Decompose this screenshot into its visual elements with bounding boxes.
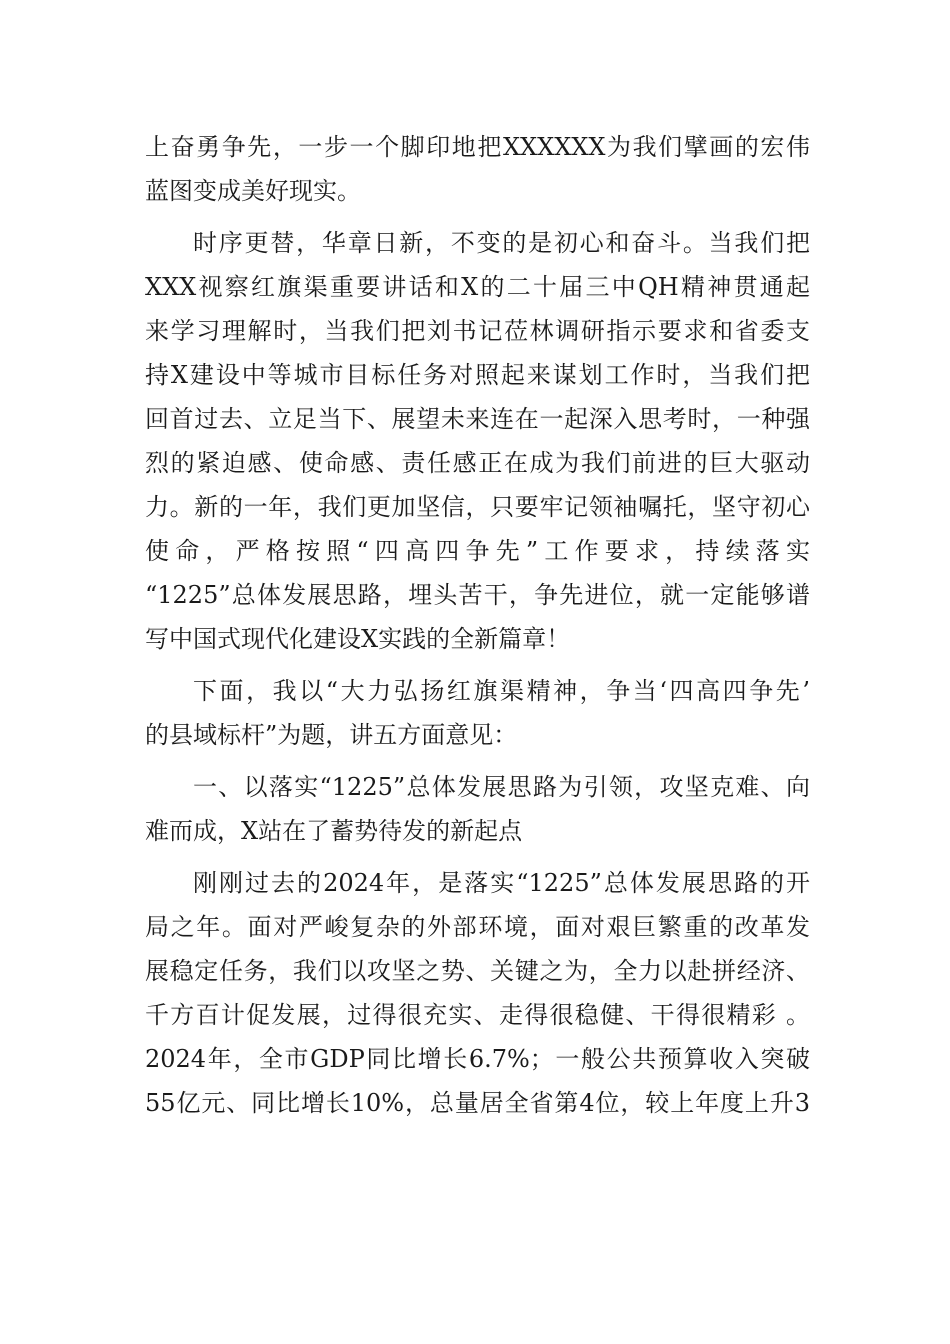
- text-line: 2024年，全市GDP同比增长6.7%；一般公共预算收入突破: [145, 1045, 810, 1073]
- text-line: 写中国式现代化建设X实践的全新篇章！: [145, 625, 571, 653]
- paragraph-2: [145, 221, 810, 661]
- text-line: 时序更替，华章日新，不变的是初心和奋斗。当我们把: [193, 229, 810, 257]
- text-line: 55亿元、同比增长10%，总量居全省第4位，较上年度上升3: [145, 1089, 810, 1117]
- text-line: 回首过去、立足当下、展望未来连在一起深入思考时，一种强: [145, 405, 810, 433]
- text-line: 力。新的一年，我们更加坚信，只要牢记领袖嘱托，坚守初心: [145, 493, 810, 521]
- text-line: 来学习理解时，当我们把刘书记莅林调研指示要求和省委支: [145, 317, 810, 345]
- text-line: 刚刚过去的2024年，是落实“1225”总体发展思路的开: [193, 869, 810, 897]
- text-line: 一、以落实“1225”总体发展思路为引领，攻坚克难、向: [193, 773, 810, 801]
- text-line: 千方百计促发展，过得很充实、走得很稳健、干得很精彩 。: [145, 1001, 810, 1029]
- section-heading-1: [145, 765, 810, 853]
- text-line: 烈的紧迫感、使命感、责任感正在成为我们前进的巨大驱动: [145, 449, 810, 477]
- text-line: 蓝图变成美好现实。: [145, 177, 361, 205]
- text-line: 上奋勇争先，一步一个脚印地把XXXXXX为我们擘画的宏伟: [145, 133, 810, 161]
- text-line: 展稳定任务，我们以攻坚之势、关键之为，全力以赴拼经济、: [145, 957, 810, 985]
- text-line: XXX视察红旗渠重要讲话和X的二十届三中QH精神贯通起: [145, 273, 810, 301]
- text-line: 难而成，X站在了蓄势待发的新起点: [145, 817, 523, 845]
- paragraph-4: [145, 861, 810, 1125]
- text-line: 下面，我以“大力弘扬红旗渠精神，争当‘四高四争先’: [193, 677, 810, 705]
- paragraph-3: [145, 669, 810, 757]
- text-line: 持X建设中等城市目标任务对照起来谋划工作时，当我们把: [145, 361, 810, 389]
- text-line: “1225”总体发展思路，埋头苦干，争先进位，就一定能够谱: [145, 581, 810, 609]
- text-line: 的县域标杆”为题，讲五方面意见：: [145, 721, 518, 749]
- paragraph-1: [145, 125, 810, 213]
- text-line: 局之年。面对严峻复杂的外部环境，面对艰巨繁重的改革发: [145, 913, 810, 941]
- document-body: [145, 125, 810, 1133]
- text-line: 使命，严格按照“四高四争先”工作要求，持续落实: [145, 537, 810, 565]
